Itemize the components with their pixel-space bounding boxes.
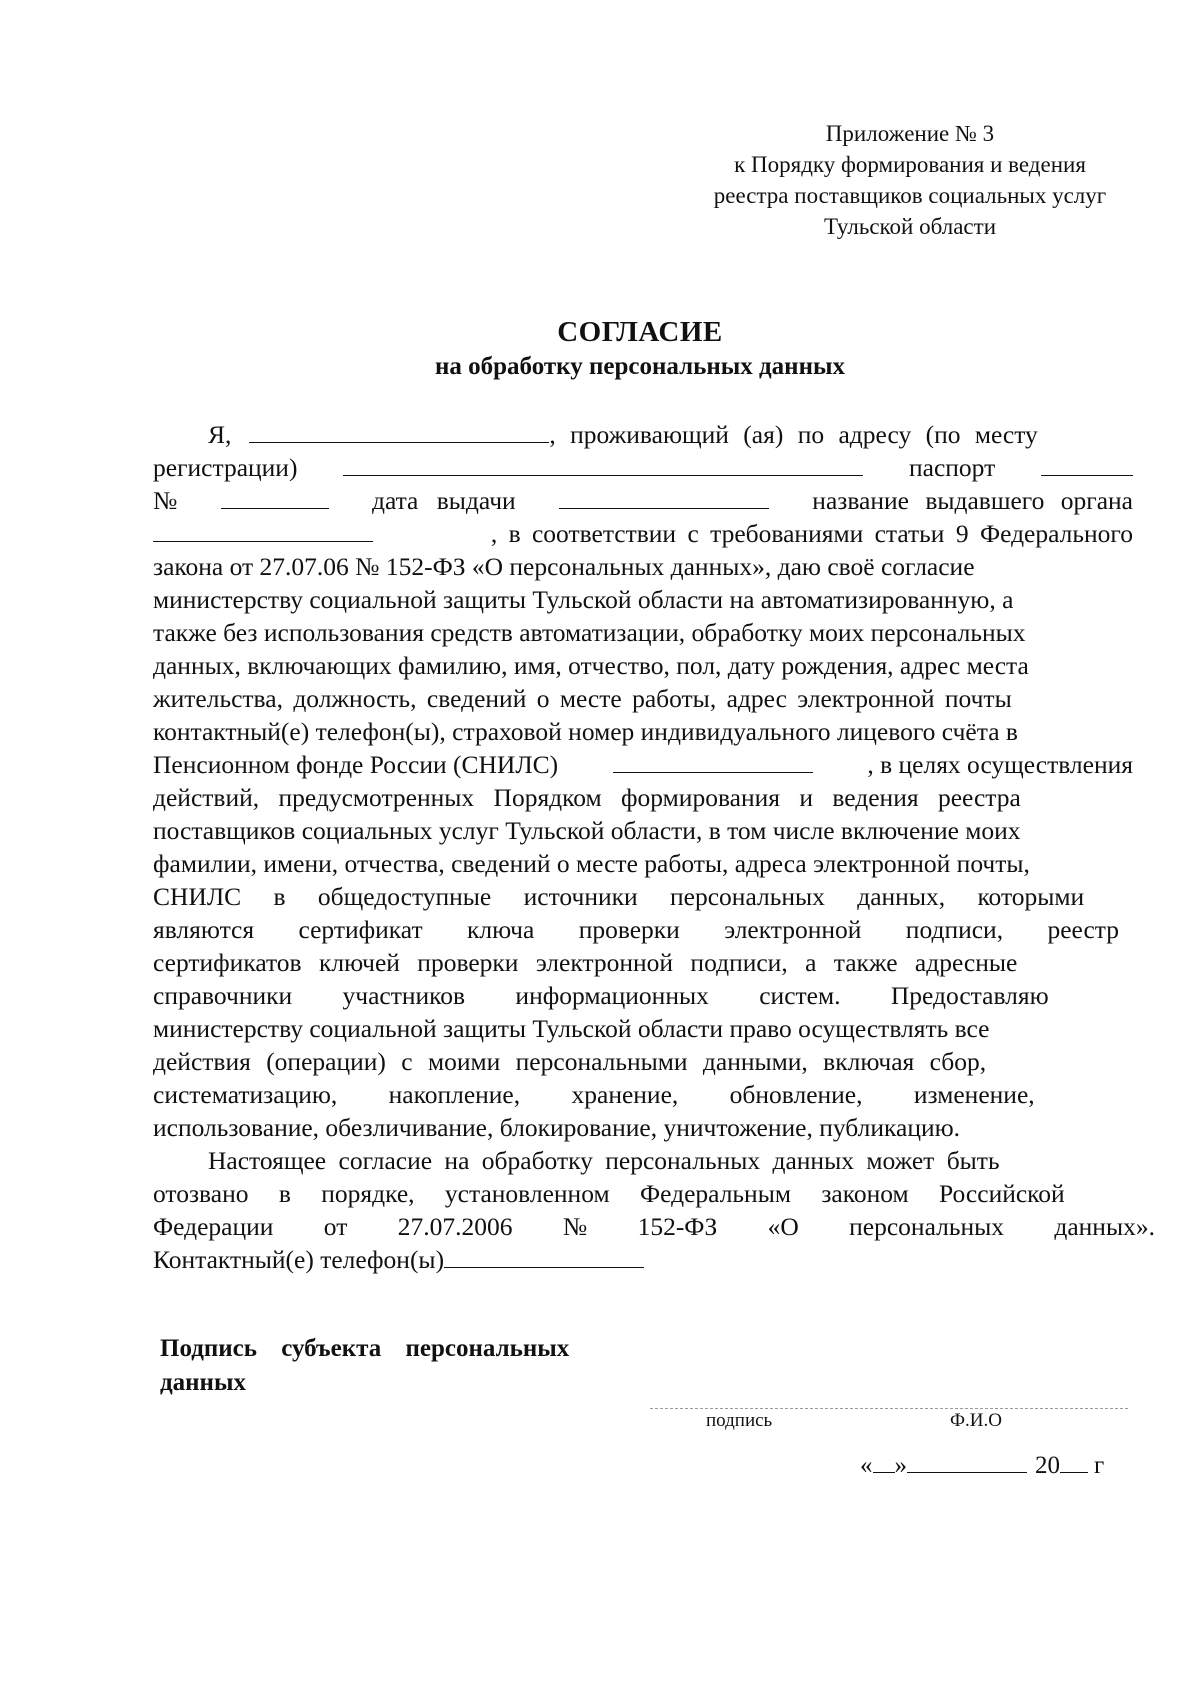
year-suffix: г — [1094, 1452, 1105, 1479]
text-fragment: регистрации) — [153, 453, 298, 482]
signature-label — [160, 1332, 620, 1400]
name-caption: Ф.И.О — [950, 1410, 1002, 1431]
text-fragment: № — [153, 486, 178, 515]
date-line — [860, 1450, 1104, 1480]
text-line: действий, предусмотренных Порядком формирования и ведения реестра — [153, 783, 1021, 812]
quote-open: « — [860, 1452, 873, 1479]
text-line: министерству социальной защиты Тульской области на автоматизированную, а — [153, 585, 1014, 614]
text-line: отозвано в порядке, установленном Федеральным законом Российской — [153, 1179, 1065, 1208]
text-fragment: Я, — [208, 420, 232, 449]
text-fragment: Подпись субъекта персональных — [160, 1335, 570, 1362]
text-line: данных — [160, 1369, 246, 1396]
text-line — [153, 517, 1133, 550]
text-line: жительства, должность, сведений о месте работы, адрес электронной почты — [153, 684, 1012, 713]
full-name-blank[interactable] — [249, 420, 549, 443]
appendix-line: Тульской области — [823, 214, 997, 239]
year-prefix: 20 — [1035, 1452, 1060, 1479]
text-line: закона от 27.07.06 № 152-ФЗ «О персональных данных», даю своё согласие — [153, 552, 975, 581]
text-line: контактный(е) телефон(ы), страховой номер индивидуального лицевого счёта в — [153, 717, 1018, 746]
text-fragment: , в целях осуществления — [867, 750, 1133, 779]
day-blank[interactable] — [873, 1450, 895, 1473]
text-line: сертификатов ключей проверки электронной подписи, а также адресные — [153, 948, 1018, 977]
text-line: министерству социальной защиты Тульской области право осуществлять все — [153, 1014, 990, 1043]
text-line: данных, включающих фамилию, имя, отчество, пол, дату рождения, адрес места — [153, 651, 1029, 680]
text-fragment: дата выдачи — [371, 486, 516, 515]
text-fragment — [549, 418, 1133, 451]
issuing-authority-blank[interactable] — [153, 519, 373, 542]
text-line — [153, 484, 1133, 517]
text-line: поставщиков социальных услуг Тульской области, в том числе включение моих — [153, 816, 1021, 845]
text-fragment: Контактный(е) телефон(ы) — [153, 1245, 445, 1274]
appendix-header — [690, 118, 1130, 242]
quote-close: » — [894, 1452, 907, 1479]
passport-blank[interactable] — [1041, 453, 1133, 476]
text-line: Настоящее согласие на обработку персональных данных может быть — [208, 1146, 1000, 1175]
document-subtitle: на обработку персональных данных — [435, 353, 845, 380]
text-line: справочники участников информационных систем. Предоставляю — [153, 981, 1049, 1010]
contact-phone-blank[interactable] — [444, 1245, 644, 1268]
appendix-line: реестра поставщиков социальных услуг — [713, 183, 1107, 208]
text-line: являются сертификат ключа проверки электронной подписи, реестр — [153, 915, 1119, 944]
revocation-paragraph — [153, 1144, 1155, 1276]
text-line: систематизацию, накопление, хранение, обновление, изменение, — [153, 1080, 1035, 1109]
snils-blank[interactable] — [613, 750, 813, 773]
text-line: использование, обезличивание, блокирование, уничтожение, публикацию. — [153, 1113, 961, 1142]
text-fragment: , в соответствии с требованиями статьи 9 Федерального — [490, 519, 1133, 548]
registration-address-blank[interactable] — [343, 453, 863, 476]
text-fragment: название выдавшего органа — [812, 486, 1133, 515]
text-line — [160, 1332, 620, 1366]
appendix-line: Приложение № 3 — [825, 121, 995, 146]
text-line — [153, 418, 1133, 451]
consent-paragraph — [153, 418, 1133, 1144]
month-blank[interactable] — [907, 1450, 1027, 1473]
document-title: СОГЛАСИЕ — [557, 316, 723, 348]
text-line: СНИЛС в общедоступные источники персональных данных, которыми — [153, 882, 1085, 911]
passport-number-blank[interactable] — [221, 486, 329, 509]
text-fragment: паспорт — [908, 453, 996, 482]
text-line: действия (операции) с моими персональными данными, включая сбор, — [153, 1047, 987, 1076]
text-fragment: Пенсионном фонде России (СНИЛС) — [153, 750, 559, 779]
appendix-line: к Порядку формирования и ведения — [734, 152, 1086, 177]
signature-blank[interactable] — [650, 1406, 1128, 1409]
signature-caption: подпись — [706, 1410, 773, 1431]
text-line: также без использования средств автоматизации, обработку моих персональных — [153, 618, 1026, 647]
year-blank[interactable] — [1060, 1450, 1088, 1473]
issue-date-blank[interactable] — [559, 486, 769, 509]
text-line — [153, 748, 1133, 781]
text-line: фамилии, имени, отчества, сведений о месте работы, адреса электронной почты, — [153, 849, 1030, 878]
text-line: Федерации от 27.07.2006 № 152-ФЗ «О персональных данных». — [153, 1212, 1155, 1241]
text-fragment: , проживающий (ая) по адресу (по месту — [549, 420, 1038, 449]
text-line — [153, 1243, 1133, 1276]
text-line — [153, 451, 1133, 484]
